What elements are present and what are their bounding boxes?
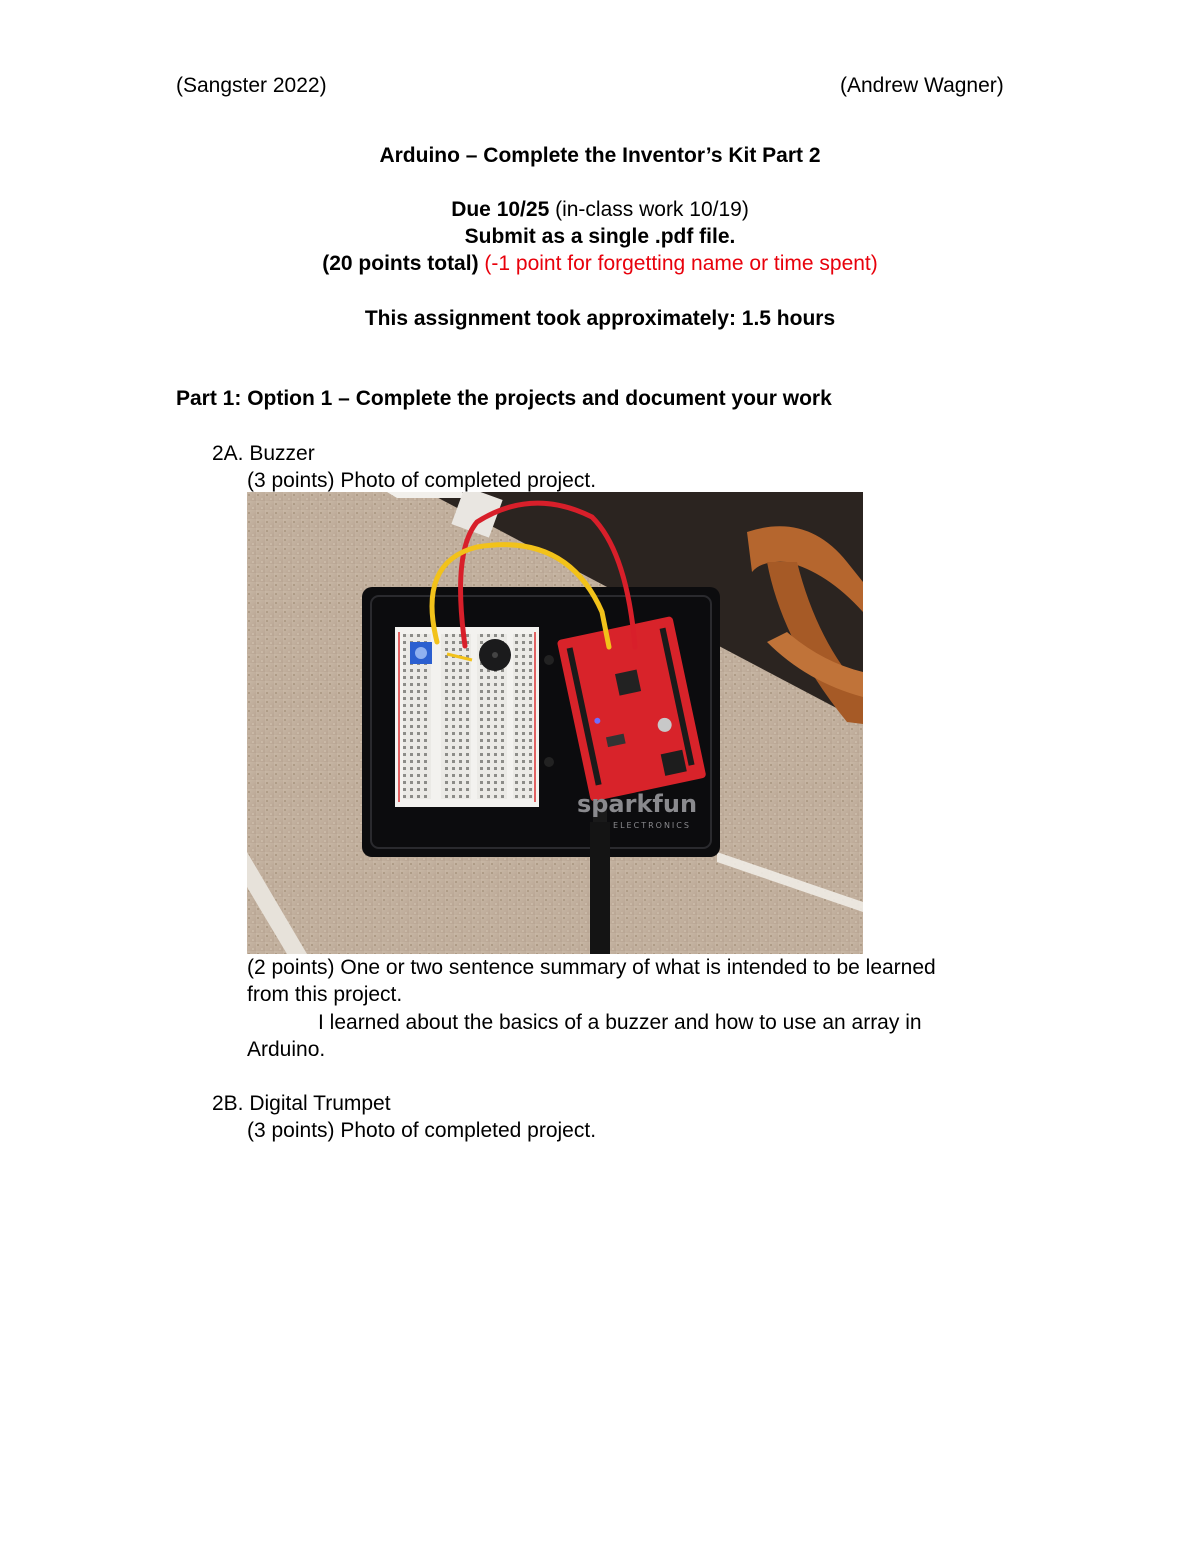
header-author-right: (Andrew Wagner)	[840, 74, 1004, 97]
item-2a-answer-1: I learned about the basics of a buzzer and how to use an array in	[318, 1011, 922, 1034]
submit-instructions: Submit as a single .pdf file.	[464, 225, 736, 248]
due-line	[0, 196, 1200, 223]
item-2b-photo-label: (3 points) Photo of completed project.	[247, 1119, 597, 1142]
page-title: Arduino – Complete the Inventor’s Kit Part 2	[379, 144, 821, 167]
due-date: Due 10/25	[451, 198, 550, 221]
item-2a-answer-2: Arduino.	[247, 1038, 326, 1061]
item-2a-title: 2A. Buzzer	[212, 442, 315, 465]
item-2a-photo-label: (3 points) Photo of completed project.	[247, 469, 597, 492]
points-line	[0, 250, 1200, 277]
due-note: (in-class work 10/19)	[549, 198, 749, 221]
item-2a-summary-prompt-1: (2 points) One or two sentence summary of what is intended to be learned	[247, 956, 936, 979]
item-2a-summary-prompt-2: from this project.	[247, 983, 403, 1006]
tray-brand-text: sparkfun	[576, 790, 698, 818]
time-spent: This assignment took approximately: 1.5 hours	[364, 307, 836, 330]
points-total: (20 points total)	[322, 252, 479, 275]
item-2b-title: 2B. Digital Trumpet	[212, 1092, 391, 1115]
tray-brand-subtext: ELECTRONICS	[613, 821, 691, 830]
header-author-left: (Sangster 2022)	[176, 74, 327, 97]
points-penalty: (-1 point for forgetting name or time spent)	[478, 252, 878, 275]
part1-heading: Part 1: Option 1 – Complete the projects and document your work	[176, 387, 832, 410]
project-photo	[247, 492, 863, 954]
